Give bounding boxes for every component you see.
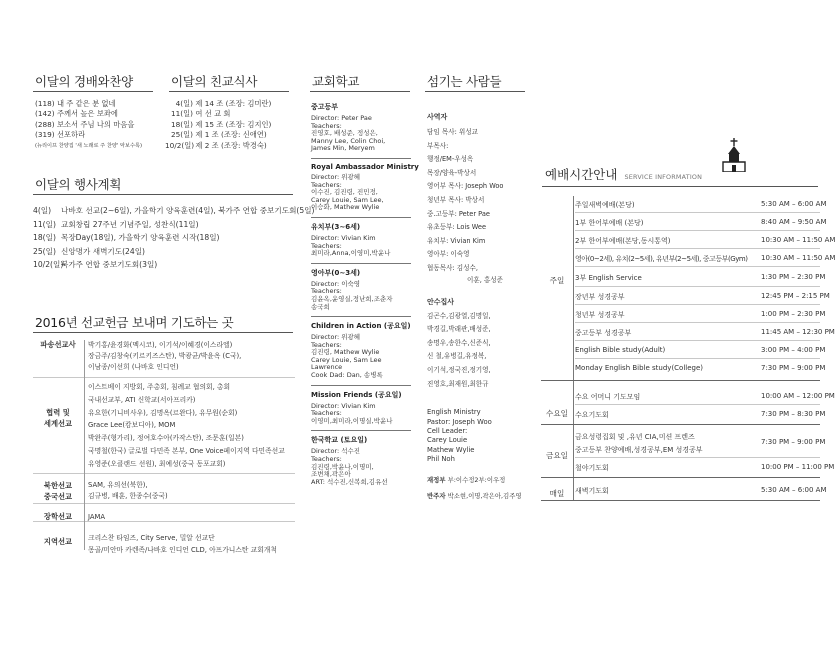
events-title: 이달의 행사계획	[35, 177, 122, 192]
fellowship-item: 4(일) 제 14 조 (조장: 김미란)	[175, 99, 272, 108]
education-section: Royal Ambassador Ministry Director: 위광혜 Teachers: 이수진, 김진령, 진민정, Carey Louie, Sam Lee, 이승화, Mathew Wylie	[311, 162, 419, 212]
divider	[575, 322, 820, 323]
fellowship-title: 이달의 친교식사	[171, 74, 258, 89]
education-section: 유치부(3~6세) Director: Vivian Kim Teachers: 최미라,Anna,이영미,박윤나	[311, 222, 391, 258]
divider	[541, 380, 820, 381]
divider	[575, 248, 820, 249]
divider	[33, 473, 295, 474]
service-subtitle: SERVICE INFORMATION	[624, 173, 703, 181]
event-item: 18(일) 목장Day(18일), 가을학기 양육훈련 시작(18일)	[33, 233, 220, 243]
divider	[575, 304, 820, 305]
divider	[311, 385, 411, 386]
service-column-divider	[573, 196, 574, 501]
fellowship-item: 25(일) 제 1 조 (조장: 신애연)	[170, 130, 267, 140]
divider	[33, 503, 295, 504]
accompanist: 반주자 박소현,이명,곽은아,김주영	[427, 491, 522, 500]
missions-column-divider	[84, 340, 85, 550]
hymns-title: 이달의 경배와찬양	[35, 74, 133, 89]
finance: 재정부 부:이수정2부:이우정	[427, 475, 506, 484]
divider	[575, 212, 820, 213]
education-section: Mission Friends (공요일) Director: Vivian Kim Teachers: 이영미,최미라,이명실,박윤나	[311, 390, 402, 425]
hymn-item: (118) 내 주 같은 분 없네	[35, 99, 116, 108]
hymn-list	[35, 99, 142, 151]
servants-list: 사역자 담임 목사: 위성교 부목사: 행정/EM-우성옥 목장/양육-박상서 영어부 목사: Joseph Woo 청년부 목사: 박상서 중.고등부: Peter Pae 유초등부: Lois Wee 유치부: Vivian Kim 영아부: 이숙영 협동목사: 김성수, 이훈, 홍성준 안수집사 김곤수,김광열,김명일, 박경길,박래관,배성준, 송명우,송한수,신준식, 신 철,유병길,유정복, 이기석,정국진,정기영, 진영호,최재원,최한규 English Ministry Pastor: Joseph Woo Cell Leader: Carey Louie Mathew Wylie Phil Noh 재정부 부:이수정2부:이우정 반주자 박소현,이명,곽은아,김주영	[427, 112, 537, 503]
missions-row: 협력 및 세계선교 이스트베이 지방회, 주총회, 침례교 협의회, 총회 국내선교부, ATI 신학교(서아프리카) 유요한(기니비사우), 김명옥(르완다), 유무원(순회) Grace Lee(캄보디아), MOM 박완주(형가리), 정여호수아(카작스탄), 조문훈(일본) 국명철(한국) 글로벌 다민족 본부, One Voice페이지역 다민족선교 유영준(오클랜드 선원), 최예성(중국 동포교회)	[43, 383, 285, 468]
deacons-heading: 안수집사	[427, 297, 455, 306]
divider	[541, 500, 820, 501]
missions-row: 북한선교 중국선교 SAM, 유의선(북한), 김규병, 배훈, 한종수(중국)	[43, 481, 168, 501]
events-list	[33, 205, 315, 271]
divider	[575, 404, 820, 405]
service-table	[542, 196, 835, 506]
divider	[425, 91, 525, 92]
hymn-note: (뉴리이프 찬양집 '새 노래로 주 찬양' 악보수록)	[35, 142, 142, 149]
divider	[311, 430, 411, 431]
event-item: 25(일) 신앙명가 새벽기도(24일)	[33, 246, 146, 256]
divider	[575, 340, 820, 341]
education-title: 교회학교	[312, 74, 360, 89]
pastors-heading: 사역자	[427, 113, 448, 121]
missions-row: 파송선교사 박기홍/윤경화(멕시코), 이기석/이혜경(이스라엘) 장금주/김창숙(키르키즈스탄), 박광균/박윤옥 (C국), 이남종/이선희 (나바호 인디언)	[40, 340, 242, 371]
divider	[575, 230, 820, 231]
divider	[33, 332, 293, 333]
service-title: 예배시간안내	[545, 167, 618, 182]
hymn-item: (142) 주께서 높은 보좌에	[35, 109, 118, 119]
education-section: 한국학교 (토요일) Director: 석수진 Teachers: 김진령,박윤나,이명미, 조변채,곽은아 ART: 석수진,신복희,김유선	[311, 436, 388, 486]
event-item: 11(일) 교회창립 27주년 기념주일, 성찬식(11일)	[33, 219, 199, 229]
education-list	[311, 102, 419, 486]
missions-row: 장학선교 JAMA	[43, 512, 106, 521]
event-item: 4(일) 나바호 선교(2~6일), 가을학기 양육훈련(4일), 북가주 연합 중보기도회(5일)	[33, 206, 315, 215]
hymn-item: (319) 선포하라	[35, 130, 86, 140]
fellowship-item: 11(일) 여 선 교 회	[170, 109, 231, 119]
service-day: 금요일	[545, 451, 568, 460]
divider	[169, 91, 289, 92]
missions-table	[33, 340, 295, 558]
divider	[575, 358, 820, 359]
servants-title: 섬기는 사람들	[427, 74, 502, 89]
education-section: 중고등부 Director: Peter Pae Teachers: 진영호, 배성준, 정성은, Manny Lee, Colin Choi, James Min, Meryem	[311, 103, 386, 153]
english-ministry: English Ministry Pastor: Joseph Woo Cell Leader: Carey Louie Mathew Wylie Phil Noh	[427, 408, 492, 464]
divider	[311, 263, 411, 264]
hymn-item: (288) 보소서 주님 나의 마음을	[35, 119, 135, 129]
church-icon	[721, 138, 747, 176]
divider	[33, 521, 295, 522]
divider	[33, 91, 153, 92]
fellowship-item: 18(일) 제 15 조 (조장: 김지인)	[170, 119, 272, 129]
service-day: 매일	[549, 489, 565, 498]
missions-title: 2016년 선교헌금 보내며 기도하는 곳	[35, 315, 234, 330]
divider	[542, 186, 818, 187]
service-day: 주일	[549, 276, 565, 285]
divider	[311, 158, 411, 159]
fellowship-item: 10/2(일) 제 2 조 (조장: 박경숙)	[165, 140, 267, 150]
missions-row: 지역선교 크리스찬 타임즈, City Serve, 밀알 선교단 몽골/미안마 카렌족/나바호 인디언 CLD, 아프가니스탄 교회개척	[43, 534, 277, 554]
divider	[33, 194, 293, 195]
fellowship-list	[165, 99, 295, 151]
divider	[575, 457, 820, 458]
divider	[575, 286, 820, 287]
divider	[33, 377, 295, 378]
education-section: 영아부(0~3세) Director: 이숙영 Teachers: 김윤옥,윤영실,정난희,조춘자 송국희	[311, 268, 393, 311]
divider	[541, 477, 820, 478]
service-day: 수요일	[545, 409, 568, 418]
divider	[310, 91, 410, 92]
event-item: 10/2(일)북가주 연합 중보기도회(3일)	[33, 260, 158, 270]
service-header	[545, 164, 702, 183]
divider	[541, 424, 820, 425]
divider	[575, 266, 820, 267]
service-rows: 주일새벽예배(본당) 5:30 AM – 6:00 AM 1부 한어부예배 (본당) 8:40 AM – 9:50 AM 2부 한어부예배(본당,동시통역) 10:30 AM – 11:50 AM 영아(0~2세), 유치(2~5세), 유년부(2~5세), 중고등부(Gym) 10:30 AM – 11:50 AM 3부 English Service 1:30 PM – 2:30 PM 장년부 성경공부 12:45 PM – 2:15 PM 청년부 성경공부 1:00 PM – 2:30 PM 중고등부 성경공부 11:45 AM – 12:30 PM English Bible study(Adult) 3:00 PM – 4:00 PM Monday English Bible study(College) 7:30 PM – 9:00 PM 수요 어머니 기도모임 10:00 AM – 12:00 PM 수요기도회 7:30 PM – 8:30 PM 금요성령집회 및 ,유년 CIA,미션 프렌즈 7:30 PM – 9:00 PM 중고등부 찬양예배,성경공부,EM 성경공부 철야기도회 10:00 PM – 11:00 PM 새벽기도회 5:30 AM – 6:00 AM	[575, 196, 822, 501]
divider	[311, 217, 411, 218]
education-section: Children in Action (공요일) Director: 위광혜 Teachers: 김진령, Mathew Wylie Carey Louie, Sam Lee Lawrence Cook Dad: Dan, 송병록	[311, 322, 411, 380]
divider	[311, 316, 411, 317]
